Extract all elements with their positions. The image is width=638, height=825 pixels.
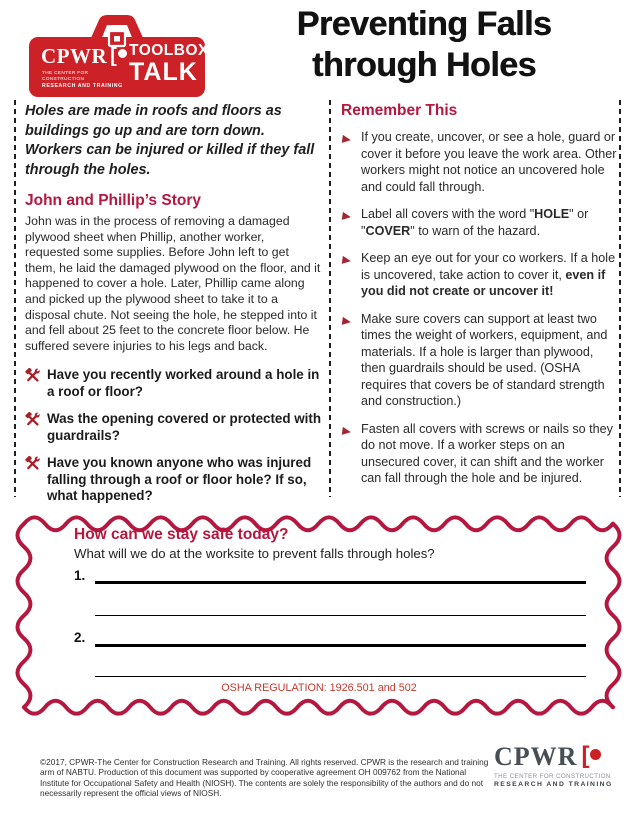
footer-tagline-line1: THE CENTER FOR CONSTRUCTION (494, 773, 611, 780)
footer-cpwr-text: CPWR (494, 742, 578, 771)
remember-bullet-list (341, 129, 621, 487)
page-title-line2: through Holes (312, 46, 536, 84)
answer-line-1 (95, 581, 586, 584)
left-dashed-divider (14, 100, 16, 497)
logo-tagline (42, 71, 126, 90)
arrow-bullet-icon (341, 311, 361, 410)
bullet-text: Fasten all covers with screws or nails so they do not move. If a worker steps on an unsecured cover, it can shift and the worker can fall through the hole and be injured. (361, 421, 613, 485)
bullet-text: Label all covers with the word "HOLE" or "COVER" to warn of the hazard. (361, 207, 589, 238)
answer-line-2-continued (95, 676, 586, 677)
answer-number-2: 2. (74, 630, 86, 645)
question-text: Was the opening covered or protected with guardrails? (47, 411, 322, 443)
question-item (25, 455, 322, 505)
question-text: Have you known anyone who was injured falling through a roof or floor hole? If so, what happened? (47, 455, 312, 504)
arrow-bullet-icon (341, 250, 361, 300)
remember-bullet (341, 421, 621, 487)
cpwr-footer-logo (494, 744, 634, 788)
stay-safe-section (14, 511, 624, 718)
question-text: Have you recently worked around a hole in a roof or floor? (47, 367, 320, 399)
cpwr-bracket-dot-icon: [ (110, 46, 127, 66)
question-item (25, 411, 322, 444)
remember-this-heading: Remember This (341, 102, 458, 119)
bullet-text: Make sure covers can support at least two times the weight of workers, equipment, and materials. If a hole is larger than plywood, then guardrails should be used. (OSHA requires that covers be of standard strength and construction.) (361, 311, 608, 408)
stay-safe-heading: How can we stay safe today? (74, 526, 289, 543)
story-body: John was in the process of removing a damaged plywood sheet when Phillip, another worker, requested some supplies. Before John left to get them, he laid the damaged plywood on the floor, and it happened to cover a hole. Later, Phillip came along and picked up the plywood sheet to take it to a disposal chute. Not seeing the hole, he stepped into it and fell about 25 feet to the concrete floor below. He suffered severe injuries to his legs and back. (25, 214, 321, 353)
stay-safe-prompt: What will we do at the worksite to prevent falls through holes? (74, 546, 435, 561)
cpwr-toolbox-talk-logo (28, 10, 209, 98)
answer-line-2 (95, 644, 586, 647)
answer-line-1-continued (95, 615, 586, 616)
story-heading: John and Phillip’s Story (25, 192, 201, 209)
toolbox-talk-wordmark (129, 43, 209, 84)
middle-dashed-divider (329, 100, 331, 497)
logo-tagline-line1: THE CENTER FOR CONSTRUCTION (42, 71, 89, 82)
toolbox-word: TOOLBOX (129, 42, 209, 59)
footer-tagline-line2: RESEARCH AND TRAINING (494, 781, 613, 788)
question-item (25, 367, 322, 400)
logo-cpwr-wordmark (41, 46, 127, 67)
right-column (341, 102, 621, 498)
remember-bullet (341, 250, 621, 300)
answer-number-1: 1. (74, 568, 86, 583)
page-title-line1: Preventing Falls (296, 5, 552, 43)
crossed-tools-icon (25, 411, 47, 444)
left-column (25, 102, 322, 516)
remember-bullet (341, 129, 621, 195)
page-title (212, 4, 636, 86)
crossed-tools-icon (25, 367, 47, 400)
copyright-text: ©2017, CPWR-The Center for Construction Research and Training. All rights reserved. CPWR is the research and training arm of NABTU. Production of this document was supported by cooperative agreement OH 009762 from the National Institute for Occupational Safety and Health (NIOSH). The contents are solely the responsibility of the authors and do not necessarily represent the official views of NIOSH. (40, 757, 489, 798)
arrow-bullet-icon (341, 421, 361, 487)
talk-word: TALK (129, 58, 198, 86)
remember-bullet (341, 311, 621, 410)
logo-cpwr-text: CPWR (41, 44, 108, 68)
arrow-bullet-icon (341, 129, 361, 195)
main-columns (14, 100, 622, 504)
bullet-text: If you create, uncover, or see a hole, guard or cover it before you leave the work area. Other workers might not notice an uncovered hole and could fall through. (361, 130, 617, 194)
intro-text: Holes are made in roofs and floors as buildings go up and are torn down. Workers can be injured or killed if they fall through the holes. (25, 103, 315, 178)
cpwr-bracket-dot-icon: [ (581, 744, 601, 768)
discussion-questions (25, 367, 322, 505)
bullet-text: Keep an eye out for your co workers. If a hole is uncovered, take action to cover it, even if you did not create or uncover it! (361, 251, 616, 298)
arrow-bullet-icon (341, 206, 361, 239)
crossed-tools-icon (25, 455, 47, 505)
logo-tagline-line2: RESEARCH AND TRAINING (42, 83, 123, 89)
remember-bullet (341, 206, 621, 239)
osha-regulation-note: OSHA REGULATION: 1926.501 and 502 (221, 682, 417, 694)
